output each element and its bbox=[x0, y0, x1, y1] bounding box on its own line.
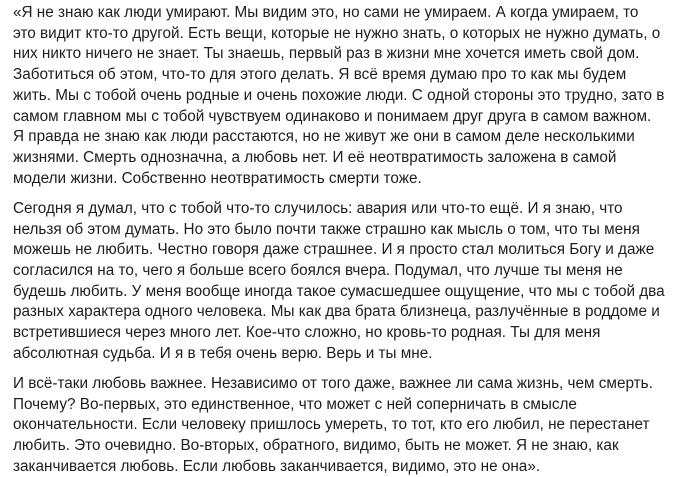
post-paragraph-3: И всё-таки любовь важнее. Независимо от того даже, важнее ли сама жизнь, чем смерть. Почему? Во-первых, это единственное, что может с ней соперничать в смысле окончательности. Если человеку пришлось умереть, то тот, кто его любил, не перестанет любить. Это очевидно. Во-вторых, обратного, видимо, быть не может. Я не знаю, как заканчивается любовь. Если любовь заканчивается, видимо, это не она». bbox=[13, 374, 653, 475]
post-paragraph-1: «Я не знаю как люди умирают. Мы видим это, но сами не умираем. А когда умираем, то это видит кто-то другой. Есть вещи, которые не нужно знать, о которых не нужно думать, о них никто ничего не знает. Ты знаешь, первый раз в жизни мне хочется иметь свой дом. Заботиться об этом, что-то для этого делать. Я всё время думаю про то как мы будем жить. Мы с тобой очень родные и очень похожие люди. С одной стороны это трудно, зато в самом главном мы с тобой чувствуем одинаково и понимаем друг друга в самом важном. Я правда не знаю как люди расстаются, но не живут же они в самом деле несколькими жизнями. Смерть однозначна, а любовь нет. И её неотвратимость заложена в самой модели жизни. Собственно неотвратимость смерти тоже. bbox=[13, 4, 665, 187]
post-paragraph-2: Сегодня я думал, что с тобой что-то случилось: авария или что-то ещё. И я знаю, что нельзя об этом думать. Но это было почти также страшно как мысль о том, что ты меня можешь не любить. Честно говоря даже страшнее. И я просто стал молиться Богу и даже согласился на то, чего я больше всего боялся вчера. Подумал, что лучше ты меня не будешь любить. У меня вообще иногда такое сумасшедшее ощущение, что мы с тобой два разных характера одного человека. Мы как два брата близнеца, разлучённые в роддоме и встретившиеся через много лет. Кое-что сложно, но кровь-то родная. Ты для меня абсолютная судьба. И я в тебя очень верю. Верь и ты мне. bbox=[13, 199, 665, 362]
